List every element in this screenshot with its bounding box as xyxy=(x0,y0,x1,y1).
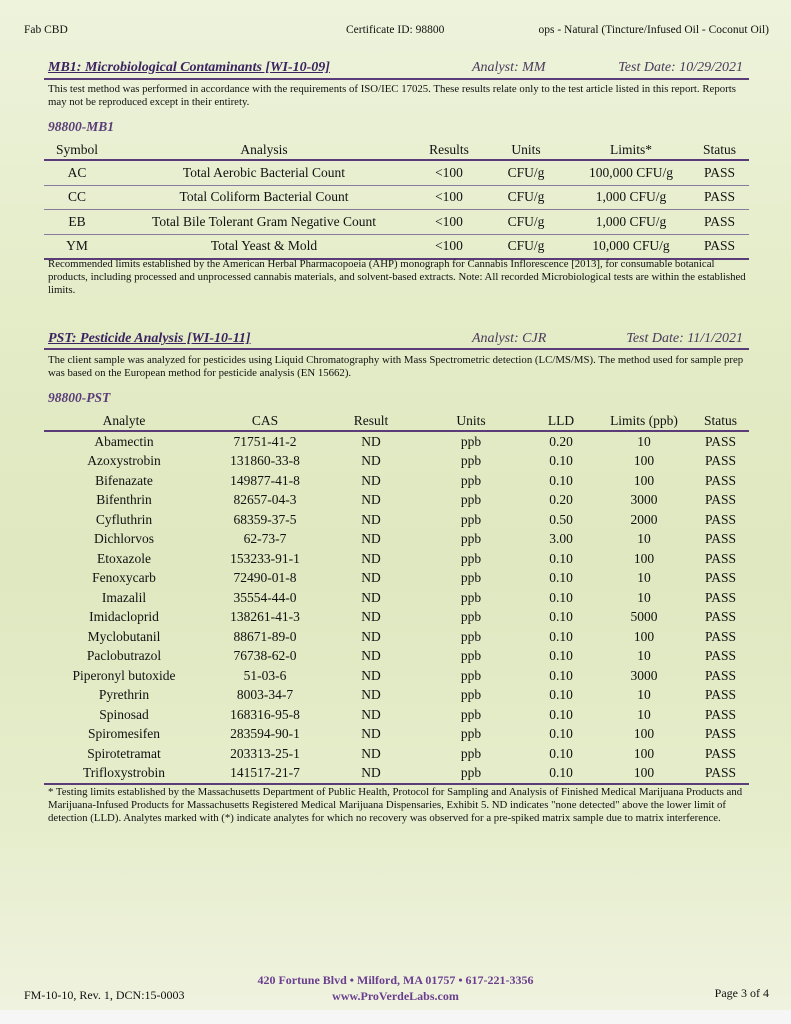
pst-cell: 5000 xyxy=(630,609,658,625)
pst-cell: 10 xyxy=(637,648,651,664)
mb1-cell: Total Aerobic Bacterial Count xyxy=(110,160,418,185)
pst-cell: 100 xyxy=(633,453,655,469)
pst-cell: 0.10 xyxy=(549,687,573,703)
pst-section-header xyxy=(44,331,749,349)
col-results: Results xyxy=(418,141,480,160)
pst-cell: 0.10 xyxy=(549,706,573,722)
pst-cell: PASS xyxy=(692,764,749,785)
table-row xyxy=(44,608,749,628)
table-row xyxy=(44,725,749,745)
pst-cell: Spirotetramat xyxy=(87,745,161,761)
pst-cell: 138261-41-3 xyxy=(230,609,300,625)
pst-cell: 0.10 xyxy=(526,764,596,785)
pst-cell: 0.10 xyxy=(549,648,573,664)
page-bottom-edge xyxy=(0,1010,791,1024)
pst-cell: Imazalil xyxy=(101,589,147,605)
pst-cell: 8003-34-7 xyxy=(236,687,294,703)
mb1-cell: PASS xyxy=(690,185,749,210)
pst-cell: ppb xyxy=(460,745,482,761)
page-number: Page 3 of 4 xyxy=(714,986,769,1000)
pst-cell: 0.10 xyxy=(549,472,573,488)
table-row xyxy=(44,471,749,491)
pst-cell: 100 xyxy=(633,550,655,566)
pst-cell: 72490-01-8 xyxy=(233,570,297,586)
table-row xyxy=(44,160,749,185)
pesticide-table xyxy=(44,412,749,785)
table-row xyxy=(44,588,749,608)
table-header-row xyxy=(44,141,749,160)
mb1-note: Recommended limits established by the American Herbal Pharmacopoeia (AHP) monograph for Cannabis Inflorescence [2013], for consumable botanical products, including processed and unprocessed cannabis materials, and solvent-based extracts. Note: All recorded Microbiological tests are within the established limits. xyxy=(48,258,746,296)
mb1-cell: 1,000 CFU/g xyxy=(572,210,690,235)
pst-cell: ppb xyxy=(460,550,482,566)
pst-cell: 141517-21-7 xyxy=(204,764,326,785)
col-symbol: Symbol xyxy=(44,141,110,160)
pst-cell: 62-73-7 xyxy=(243,531,287,547)
pst-cell: 3000 xyxy=(630,492,658,508)
mb1-cell: AC xyxy=(44,160,110,185)
product-name: ops - Natural (Tincture/Infused Oil - Coconut Oil) xyxy=(538,24,769,36)
pst-cell: ND xyxy=(361,453,381,469)
company-name: Fab CBD xyxy=(24,24,68,36)
pst-cell: ND xyxy=(361,628,381,644)
lab-address: 420 Fortune Blvd • Milford, MA 01757 • 617-221-3356 xyxy=(257,973,534,987)
table-row xyxy=(44,210,749,235)
table-row xyxy=(44,185,749,210)
mb1-header-rule xyxy=(44,78,749,80)
pst-cell: ND xyxy=(361,550,381,566)
pst-cell: ppb xyxy=(460,433,482,449)
table-row xyxy=(44,686,749,706)
pst-cell: PASS xyxy=(704,609,737,625)
mb1-cell: 1,000 CFU/g xyxy=(572,185,690,210)
form-id: FM-10-10, Rev. 1, DCN:15-0003 xyxy=(24,988,185,1002)
pst-cell: ND xyxy=(361,609,381,625)
col-status: Status xyxy=(690,141,749,160)
mb1-title: MB1: Microbiological Contaminants [WI-10-09] xyxy=(48,60,330,75)
mb1-section-header xyxy=(44,60,749,78)
pst-cell: ppb xyxy=(460,570,482,586)
table-row xyxy=(44,510,749,530)
mb1-cell: Total Bile Tolerant Gram Negative Count xyxy=(110,210,418,235)
pst-cell: 10 xyxy=(637,706,651,722)
pst-cell: ND xyxy=(361,667,381,683)
microbiological-table xyxy=(44,141,749,260)
pst-cell: 0.10 xyxy=(549,453,573,469)
table-row xyxy=(44,764,749,785)
table-row xyxy=(44,744,749,764)
table-row xyxy=(44,627,749,647)
pst-cell: Spiromesifen xyxy=(88,726,160,742)
pst-title: PST: Pesticide Analysis [WI-10-11] xyxy=(48,331,251,346)
pst-cell: 168316-95-8 xyxy=(230,706,300,722)
mb1-cell: YM xyxy=(44,234,110,259)
pst-cell: 3.00 xyxy=(549,531,573,547)
mb1-cell: EB xyxy=(44,210,110,235)
mb1-cell: <100 xyxy=(418,210,480,235)
col-status: Status xyxy=(692,412,749,431)
pst-cell: 100 xyxy=(633,745,655,761)
table-row xyxy=(44,530,749,550)
table-row xyxy=(44,569,749,589)
pst-cell: ppb xyxy=(460,453,482,469)
pst-cell: 68359-37-5 xyxy=(233,511,297,527)
pst-cell: ppb xyxy=(460,589,482,605)
pst-cell: 0.20 xyxy=(549,433,573,449)
mb1-cell: CFU/g xyxy=(480,210,572,235)
pst-cell: 3000 xyxy=(630,667,658,683)
pst-cell: Dichlorvos xyxy=(94,531,154,547)
pst-cell: Bifenazate xyxy=(95,472,153,488)
pst-cell: Myclobutanil xyxy=(87,628,161,644)
pst-cell: ppb xyxy=(460,648,482,664)
pst-cell: ppb xyxy=(460,511,482,527)
pst-cell: 0.50 xyxy=(549,511,573,527)
pst-intro: The client sample was analyzed for pesticides using Liquid Chromatography with Mass Spectrometric detection (LC/MS/MS). The method used for sample prep was based on the European method for pesticide analysis (EN 15662). xyxy=(48,354,744,379)
table-row xyxy=(44,666,749,686)
pst-cell: ND xyxy=(361,472,381,488)
pst-cell: 149877-41-8 xyxy=(230,472,300,488)
mb1-analyst: Analyst: MM xyxy=(472,60,546,75)
mb1-sample-id: 98800-MB1 xyxy=(48,119,115,134)
pst-cell: PASS xyxy=(704,453,737,469)
pst-cell: PASS xyxy=(704,628,737,644)
pst-cell: Azoxystrobin xyxy=(87,453,161,469)
pst-cell: PASS xyxy=(704,492,737,508)
pst-cell: 51-03-6 xyxy=(243,667,287,683)
pst-cell: ND xyxy=(326,764,416,785)
pst-cell: 283594-90-1 xyxy=(230,726,300,742)
pst-cell: ppb xyxy=(460,492,482,508)
pst-cell: Etoxazole xyxy=(97,550,151,566)
table-row xyxy=(44,452,749,472)
pst-cell: 0.10 xyxy=(549,726,573,742)
pst-cell: ppb xyxy=(460,667,482,683)
pst-test-date: Test Date: 11/1/2021 xyxy=(626,331,743,346)
pst-cell: PASS xyxy=(704,667,737,683)
mb1-cell: 10,000 CFU/g xyxy=(572,234,690,259)
pst-cell: 203313-25-1 xyxy=(230,745,300,761)
pst-cell: ppb xyxy=(460,687,482,703)
col-limits: Limits* xyxy=(572,141,690,160)
pst-cell: 0.10 xyxy=(549,667,573,683)
pst-cell: Bifenthrin xyxy=(96,492,152,508)
pst-cell: PASS xyxy=(704,687,737,703)
page-header xyxy=(24,24,769,40)
pst-cell: 0.10 xyxy=(549,745,573,761)
pst-cell: ppb xyxy=(460,609,482,625)
col-units: Units xyxy=(480,141,572,160)
pst-cell: 10 xyxy=(637,570,651,586)
pst-cell: ppb xyxy=(460,628,482,644)
pst-cell: 10 xyxy=(637,687,651,703)
pst-cell: PASS xyxy=(704,511,737,527)
pst-cell: 100 xyxy=(596,764,692,785)
pst-cell: ND xyxy=(361,745,381,761)
lab-website: www.ProVerdeLabs.com xyxy=(332,989,459,1003)
table-row xyxy=(44,491,749,511)
pst-cell: 2000 xyxy=(630,511,658,527)
pst-cell: ppb xyxy=(416,764,526,785)
pst-cell: 0.10 xyxy=(549,609,573,625)
table-row xyxy=(44,705,749,725)
pst-cell: Fenoxycarb xyxy=(92,570,156,586)
pst-cell: 88671-89-0 xyxy=(233,628,297,644)
pst-cell: 100 xyxy=(633,472,655,488)
pst-cell: ppb xyxy=(460,531,482,547)
table-row xyxy=(44,234,749,259)
pst-cell: ND xyxy=(361,492,381,508)
pst-cell: 0.10 xyxy=(549,550,573,566)
table-row xyxy=(44,431,749,452)
pst-cell: Spinosad xyxy=(99,706,149,722)
pst-cell: ND xyxy=(361,589,381,605)
pst-cell: ND xyxy=(361,706,381,722)
pst-cell: PASS xyxy=(704,706,737,722)
mb1-cell: CFU/g xyxy=(480,234,572,259)
pst-cell: ND xyxy=(361,570,381,586)
pst-cell: ppb xyxy=(460,472,482,488)
col-limits-ppb: Limits (ppb) xyxy=(596,412,692,431)
mb1-cell: Total Coliform Bacterial Count xyxy=(110,185,418,210)
mb1-cell: PASS xyxy=(690,234,749,259)
pst-cell: PASS xyxy=(704,433,737,449)
pst-note: * Testing limits established by the Massachusetts Department of Public Health, Protocol for Sampling and Analysis of Finished Medical Marijuana Products and Marijuana-Infused Products for Massachusetts Registered Medical Marijuana Dispensaries, Exhibit 5. ND indicates "none detected" above the lower limit of detection (LLD). Analytes marked with (*) indicate analytes for which no recovery was observed for a pre-spiked matrix sample due to matrix interference. xyxy=(48,786,743,824)
mb1-cell: PASS xyxy=(690,210,749,235)
pst-cell: ppb xyxy=(460,706,482,722)
pst-cell: 0.10 xyxy=(549,570,573,586)
col-analysis: Analysis xyxy=(110,141,418,160)
pst-cell: ND xyxy=(361,531,381,547)
col-result: Result xyxy=(326,412,416,431)
pst-header-rule xyxy=(44,348,749,350)
pst-cell: PASS xyxy=(704,550,737,566)
pst-cell: Trifloxystrobin xyxy=(44,764,204,785)
pst-cell: 0.20 xyxy=(549,492,573,508)
pst-cell: 76738-62-0 xyxy=(233,648,297,664)
pst-cell: 82657-04-3 xyxy=(233,492,297,508)
col-units: Units xyxy=(416,412,526,431)
pst-cell: Paclobutrazol xyxy=(86,648,162,664)
pst-cell: ND xyxy=(361,648,381,664)
mb1-cell: CFU/g xyxy=(480,185,572,210)
table-row xyxy=(44,549,749,569)
col-analyte: Analyte xyxy=(44,412,204,431)
mb1-cell: CFU/g xyxy=(480,160,572,185)
pst-cell: 10 xyxy=(637,531,651,547)
pst-cell: Pyrethrin xyxy=(98,687,150,703)
mb1-intro: This test method was performed in accordance with the requirements of ISO/IEC 17025. These results relate only to the test article listed in this report. Reports may not be reproduced except in their entirety. xyxy=(48,83,736,108)
pst-cell: Abamectin xyxy=(94,433,154,449)
pst-cell: Imidacloprid xyxy=(89,609,159,625)
pst-cell: 35554-44-0 xyxy=(233,589,297,605)
pst-cell: PASS xyxy=(704,531,737,547)
pst-cell: 0.10 xyxy=(549,589,573,605)
table-header-row xyxy=(44,412,749,431)
pst-analyst: Analyst: CJR xyxy=(472,331,547,346)
mb1-cell: PASS xyxy=(690,160,749,185)
mb1-cell: 100,000 CFU/g xyxy=(572,160,690,185)
pst-cell: 100 xyxy=(633,726,655,742)
mb1-cell: CC xyxy=(44,185,110,210)
pst-cell: PASS xyxy=(704,570,737,586)
col-cas: CAS xyxy=(204,412,326,431)
pst-cell: PASS xyxy=(704,726,737,742)
pst-cell: ND xyxy=(361,511,381,527)
pst-cell: Piperonyl butoxide xyxy=(72,667,176,683)
pst-cell: ND xyxy=(361,726,381,742)
pst-cell: PASS xyxy=(704,472,737,488)
pst-cell: 131860-33-8 xyxy=(230,453,300,469)
pst-cell: PASS xyxy=(704,745,737,761)
pst-cell: 153233-91-1 xyxy=(230,550,300,566)
mb1-cell: <100 xyxy=(418,234,480,259)
pst-cell: 0.10 xyxy=(549,628,573,644)
certificate-id: Certificate ID: 98800 xyxy=(346,24,445,36)
pst-cell: PASS xyxy=(704,589,737,605)
pst-cell: 100 xyxy=(633,628,655,644)
pst-cell: 71751-41-2 xyxy=(233,433,297,449)
col-lld: LLD xyxy=(526,412,596,431)
mb1-test-date: Test Date: 10/29/2021 xyxy=(618,60,743,75)
pst-cell: 10 xyxy=(637,433,651,449)
pst-cell: ND xyxy=(361,433,381,449)
table-row xyxy=(44,647,749,667)
pst-cell: ND xyxy=(361,687,381,703)
pst-cell: Cyfluthrin xyxy=(95,511,153,527)
pst-cell: 10 xyxy=(637,589,651,605)
mb1-cell: Total Yeast & Mold xyxy=(110,234,418,259)
pst-sample-id: 98800-PST xyxy=(48,390,111,405)
pst-cell: PASS xyxy=(704,648,737,664)
mb1-cell: <100 xyxy=(418,160,480,185)
pst-cell: ppb xyxy=(460,726,482,742)
mb1-cell: <100 xyxy=(418,185,480,210)
